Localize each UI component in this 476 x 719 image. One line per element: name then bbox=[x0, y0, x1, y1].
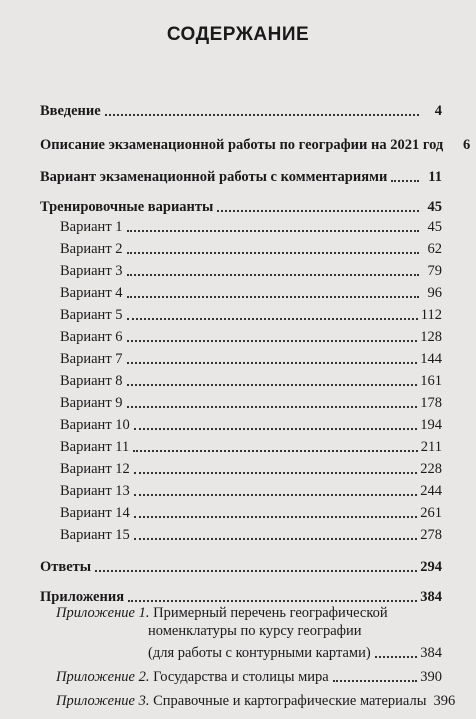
appendix-text: Справочные и картографические материалы bbox=[153, 693, 427, 709]
entry-page: 294 bbox=[420, 559, 442, 575]
dot-leader bbox=[127, 252, 419, 254]
entry-page: 384 bbox=[420, 645, 442, 661]
entry-label: Приложения bbox=[40, 589, 125, 605]
entry-page: 144 bbox=[420, 351, 442, 367]
toc-variant[interactable] bbox=[60, 524, 442, 544]
appendix-text: номенклатуры по курсу географии bbox=[148, 623, 362, 639]
dot-leader bbox=[217, 210, 419, 212]
dot-leader bbox=[105, 114, 419, 116]
toc-appendix-2[interactable] bbox=[56, 666, 442, 686]
entry-page: 96 bbox=[427, 285, 442, 301]
page-title: СОДЕРЖАНИЕ bbox=[166, 24, 310, 45]
dot-leader bbox=[127, 362, 418, 364]
toc-entry-answers[interactable] bbox=[40, 556, 442, 576]
toc-variant[interactable] bbox=[60, 414, 442, 434]
dot-leader bbox=[375, 656, 418, 658]
toc-appendix-1-last-line[interactable] bbox=[148, 642, 442, 662]
dot-leader bbox=[134, 472, 417, 474]
dot-leader bbox=[127, 296, 419, 298]
entry-label: Вариант экзаменационной работы с комментариями bbox=[40, 169, 388, 185]
dot-leader bbox=[127, 318, 418, 320]
entry-label: Вариант 3 bbox=[60, 263, 123, 279]
toc-variant[interactable] bbox=[60, 458, 442, 478]
appendix-prefix: Приложение 1. bbox=[56, 605, 150, 621]
toc-variant[interactable] bbox=[60, 348, 442, 368]
entry-page: 261 bbox=[420, 505, 442, 521]
entry-label: Тренировочные варианты bbox=[40, 199, 214, 215]
entry-label: Вариант 12 bbox=[60, 461, 130, 477]
entry-page: 194 bbox=[420, 417, 442, 433]
entry-label: Вариант 7 bbox=[60, 351, 123, 367]
dot-leader bbox=[128, 600, 417, 602]
appendix-text: (для работы с контурными картами) bbox=[148, 645, 371, 661]
entry-label: Вариант 15 bbox=[60, 527, 130, 543]
toc-variant[interactable] bbox=[60, 480, 442, 500]
entry-page: 6 bbox=[463, 137, 471, 153]
entry-page: 161 bbox=[420, 373, 442, 389]
toc-entry-commented-variant[interactable] bbox=[40, 166, 442, 186]
entry-label: Вариант 5 bbox=[60, 307, 123, 323]
toc-variant[interactable] bbox=[60, 392, 442, 412]
entry-page: 79 bbox=[427, 263, 442, 279]
toc-variant[interactable] bbox=[60, 304, 442, 324]
entry-page: 396 bbox=[433, 693, 456, 709]
dot-leader bbox=[95, 570, 417, 572]
entry-page: 211 bbox=[420, 439, 442, 455]
entry-page: 128 bbox=[420, 329, 442, 345]
entry-page: 244 bbox=[420, 483, 442, 499]
toc-variant[interactable] bbox=[60, 326, 442, 346]
toc-entry-introduction[interactable] bbox=[40, 100, 442, 120]
toc-variant[interactable] bbox=[60, 238, 442, 258]
entry-label: Вариант 9 bbox=[60, 395, 123, 411]
entry-page: 45 bbox=[427, 219, 442, 235]
entry-label: Описание экзаменационной работы по географии на 2021 год bbox=[40, 137, 444, 153]
toc-entry-appendices[interactable] bbox=[40, 586, 442, 606]
toc-variant[interactable] bbox=[60, 502, 442, 522]
entry-page: 390 bbox=[420, 669, 442, 685]
appendix-line bbox=[56, 692, 426, 710]
entry-page: 45 bbox=[427, 199, 442, 215]
toc-variant[interactable] bbox=[60, 282, 442, 302]
dot-leader bbox=[127, 274, 419, 276]
entry-label: Вариант 14 bbox=[60, 505, 130, 521]
entry-label: Вариант 10 bbox=[60, 417, 130, 433]
entry-label: Ответы bbox=[40, 559, 92, 575]
entry-label: Вариант 13 bbox=[60, 483, 130, 499]
toc-variant[interactable] bbox=[60, 260, 442, 280]
dot-leader bbox=[391, 180, 419, 182]
entry-page: 278 bbox=[420, 527, 442, 543]
appendix-text: Государства и столицы мира bbox=[153, 669, 329, 685]
entry-label: Вариант 2 bbox=[60, 241, 123, 257]
entry-page: 11 bbox=[428, 169, 442, 185]
dot-leader bbox=[134, 428, 417, 430]
entry-label: Введение bbox=[40, 103, 101, 119]
entry-page: 4 bbox=[434, 103, 442, 119]
toc-variant[interactable] bbox=[60, 216, 442, 236]
appendix-line bbox=[56, 622, 442, 640]
appendix-line bbox=[56, 604, 442, 622]
entry-page: 384 bbox=[420, 589, 442, 605]
entry-page: 112 bbox=[420, 307, 442, 323]
entry-label: Вариант 6 bbox=[60, 329, 123, 345]
appendix-line bbox=[56, 668, 329, 686]
dot-leader bbox=[127, 384, 418, 386]
toc-variant[interactable] bbox=[60, 370, 442, 390]
toc-appendix-1[interactable] bbox=[56, 604, 442, 640]
entry-page: 178 bbox=[420, 395, 442, 411]
dot-leader bbox=[127, 340, 418, 342]
dot-leader bbox=[333, 680, 418, 682]
entry-label: Вариант 4 bbox=[60, 285, 123, 301]
entry-label: Вариант 11 bbox=[60, 439, 130, 455]
dot-leader bbox=[134, 538, 417, 540]
toc-entry-description[interactable] bbox=[40, 134, 471, 154]
toc-variant[interactable] bbox=[60, 436, 442, 456]
entry-label: Вариант 8 bbox=[60, 373, 123, 389]
toc-entry-training-variants[interactable] bbox=[40, 196, 442, 216]
dot-leader bbox=[127, 230, 419, 232]
appendix-prefix: Приложение 2. bbox=[56, 669, 150, 685]
entry-page: 228 bbox=[420, 461, 442, 477]
appendix-prefix: Приложение 3. bbox=[56, 693, 150, 709]
dot-leader bbox=[134, 494, 417, 496]
entry-page: 62 bbox=[427, 241, 442, 257]
entry-label: Вариант 1 bbox=[60, 219, 123, 235]
dot-leader bbox=[134, 516, 417, 518]
dot-leader bbox=[133, 450, 418, 452]
toc-appendix-3[interactable] bbox=[56, 690, 456, 710]
appendix-text: Примерный перечень географической bbox=[153, 605, 388, 621]
dot-leader bbox=[127, 406, 418, 408]
